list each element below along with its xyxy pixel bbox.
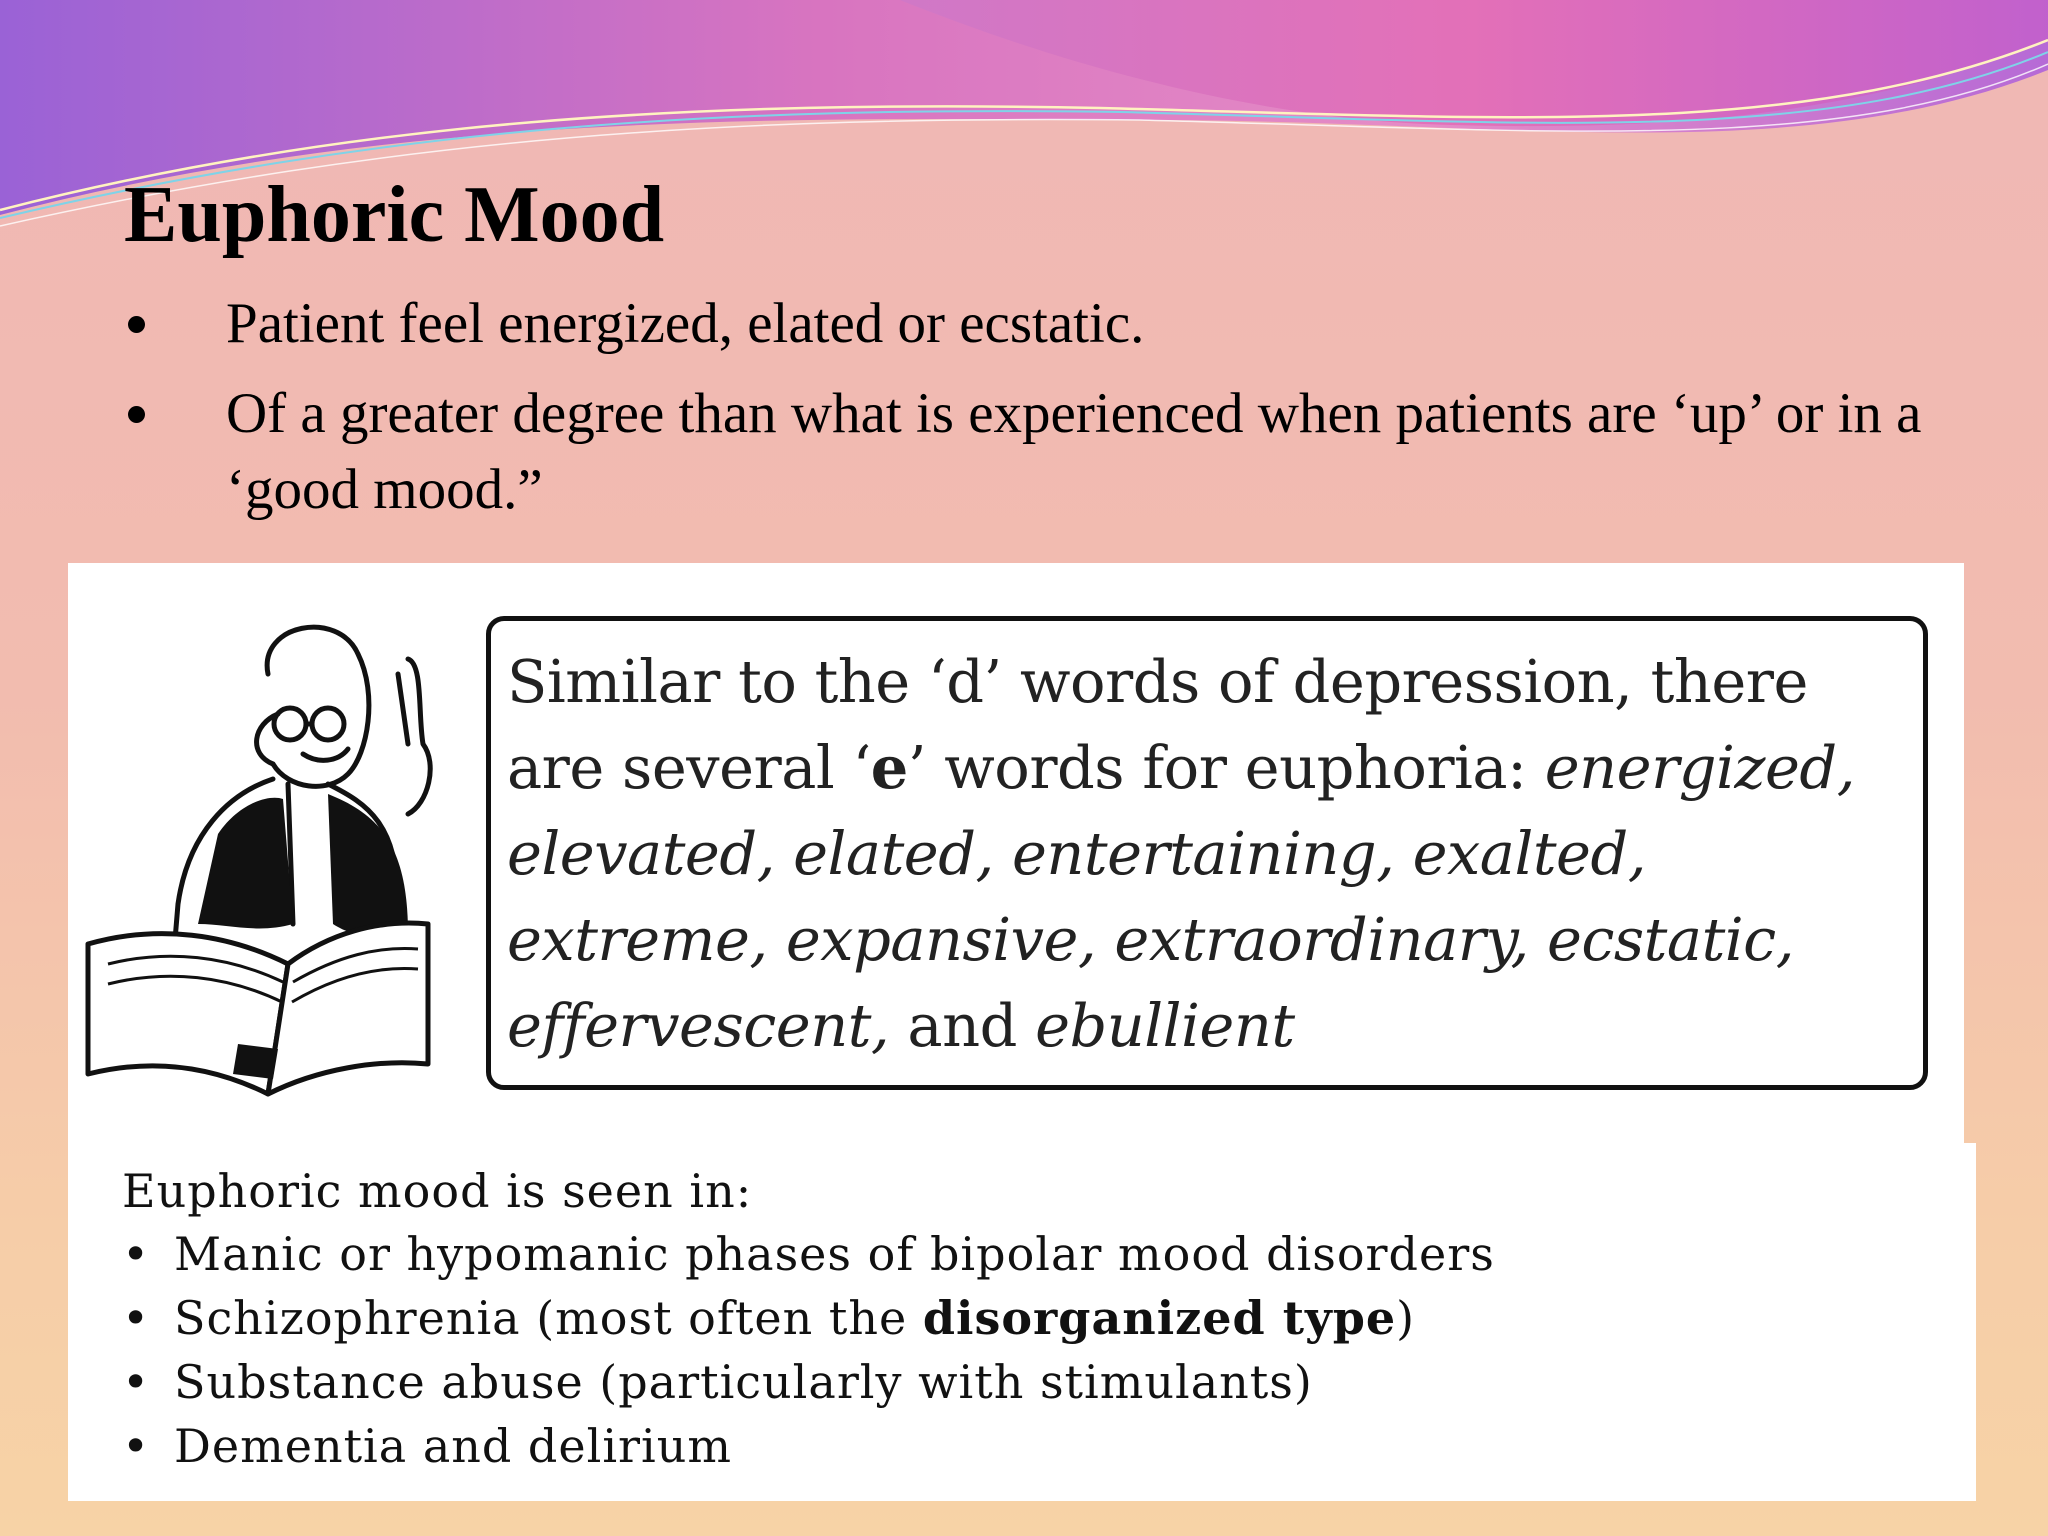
bullet-item — [124, 376, 1984, 528]
professor-reading-book-icon — [78, 604, 478, 1100]
seen-in-item-text: Substance abuse (particularly with stimulants) — [174, 1355, 1313, 1409]
e-words-callout-box — [486, 616, 1928, 1090]
callout-e-words-1: energized, elevated, elated, entertaining, exalted, extreme, expansive, extraordinary, ecstatic, effervescent, — [507, 733, 1855, 1060]
callout-e-words-2: ebullient — [1035, 991, 1295, 1060]
callout-intro-2: ’ words for euphoria: — [907, 733, 1527, 802]
bullet-text: Of a greater degree than what is experienced when patients are ‘up’ or in a ‘good mood.” — [226, 382, 1922, 521]
seen-in-item-text-2: ) — [1396, 1291, 1416, 1345]
seen-in-item — [122, 1350, 1962, 1414]
seen-in-heading: Euphoric mood is seen in: — [122, 1164, 753, 1218]
callout-conjunction: and — [889, 991, 1036, 1060]
bullet-dot-icon — [128, 406, 145, 423]
callout-text — [507, 639, 1917, 1069]
slide-title: Euphoric Mood — [124, 171, 665, 259]
bullet-dot-icon — [128, 316, 145, 333]
seen-in-item-text-1: Schizophrenia (most often the — [174, 1291, 923, 1345]
seen-in-item-text: Dementia and delirium — [174, 1419, 732, 1473]
seen-in-item — [122, 1286, 1962, 1350]
seen-in-item-text: Manic or hypomanic phases of bipolar mood disorders — [174, 1227, 1495, 1281]
callout-intro-bold: e — [870, 733, 908, 802]
seen-in-list — [122, 1222, 1962, 1478]
bullet-text: Patient feel energized, elated or ecstatic. — [226, 292, 1145, 355]
bullet-dot-icon: • — [122, 1227, 151, 1281]
seen-in-item — [122, 1414, 1962, 1478]
seen-in-section — [122, 1160, 1962, 1478]
seen-in-item — [122, 1222, 1962, 1286]
bullet-dot-icon: • — [122, 1355, 151, 1409]
slide-bullet-list — [124, 286, 1984, 542]
bullet-dot-icon: • — [122, 1419, 151, 1473]
seen-in-item-bold: disorganized type — [922, 1291, 1397, 1345]
callout-intro-1: Similar to the ‘d’ words of depression, there are several ‘ — [507, 647, 1808, 802]
bullet-item — [124, 286, 1984, 362]
bullet-dot-icon: • — [122, 1291, 151, 1345]
